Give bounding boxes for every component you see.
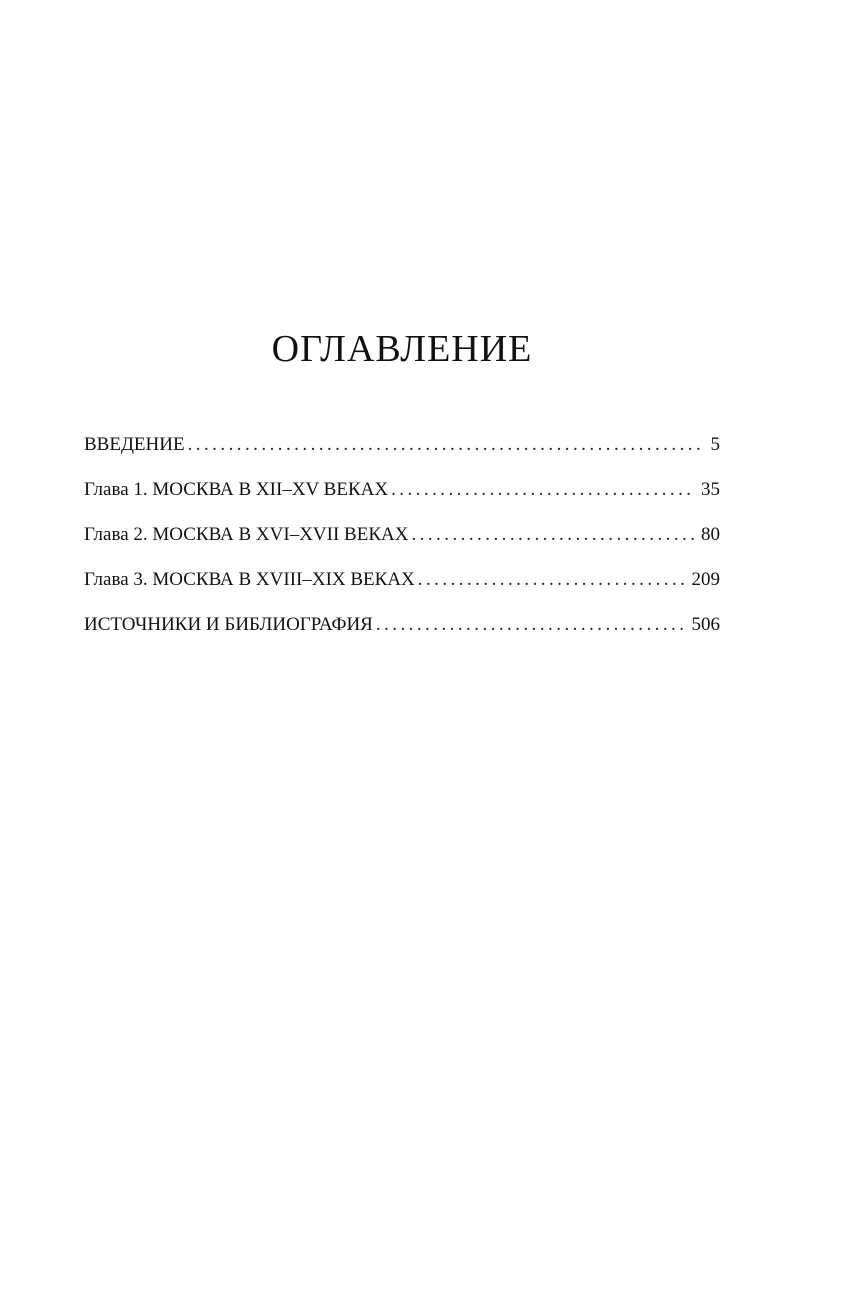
toc-entry-chapter-1[interactable]: [84, 475, 720, 520]
table-of-contents: [84, 430, 720, 655]
toc-entry-page-number: 5: [710, 434, 720, 455]
toc-entry-label: Глава 3. МОСКВА В XVIII–XIX ВЕКАХ: [84, 569, 415, 590]
toc-entry-label: Глава 1. МОСКВА В XII–XV ВЕКАХ: [84, 479, 389, 500]
toc-entry-label: ИСТОЧНИКИ И БИБЛИОГРАФИЯ: [84, 614, 373, 635]
dot-leader: [411, 520, 695, 550]
toc-entry-chapter-2[interactable]: [84, 520, 720, 565]
toc-entry-page-number: 506: [691, 614, 720, 635]
dot-leader: [418, 565, 686, 595]
toc-entry-chapter-3[interactable]: [84, 565, 720, 610]
toc-entry-sources-bibliography[interactable]: [84, 610, 720, 655]
toc-entry-page-number: 80: [701, 524, 720, 545]
dot-leader: [188, 430, 705, 460]
page-title: ОГЛАВЛЕНИЕ: [271, 328, 533, 370]
dot-leader: [376, 610, 686, 640]
toc-entry-page-number: 209: [691, 569, 720, 590]
toc-entry-page-number: 35: [701, 479, 720, 500]
dot-leader: [391, 475, 695, 505]
toc-entry-introduction[interactable]: [84, 430, 720, 475]
toc-entry-label: ВВЕДЕНИЕ: [84, 434, 185, 455]
toc-entry-label: Глава 2. МОСКВА В XVI–XVII ВЕКАХ: [84, 524, 409, 545]
